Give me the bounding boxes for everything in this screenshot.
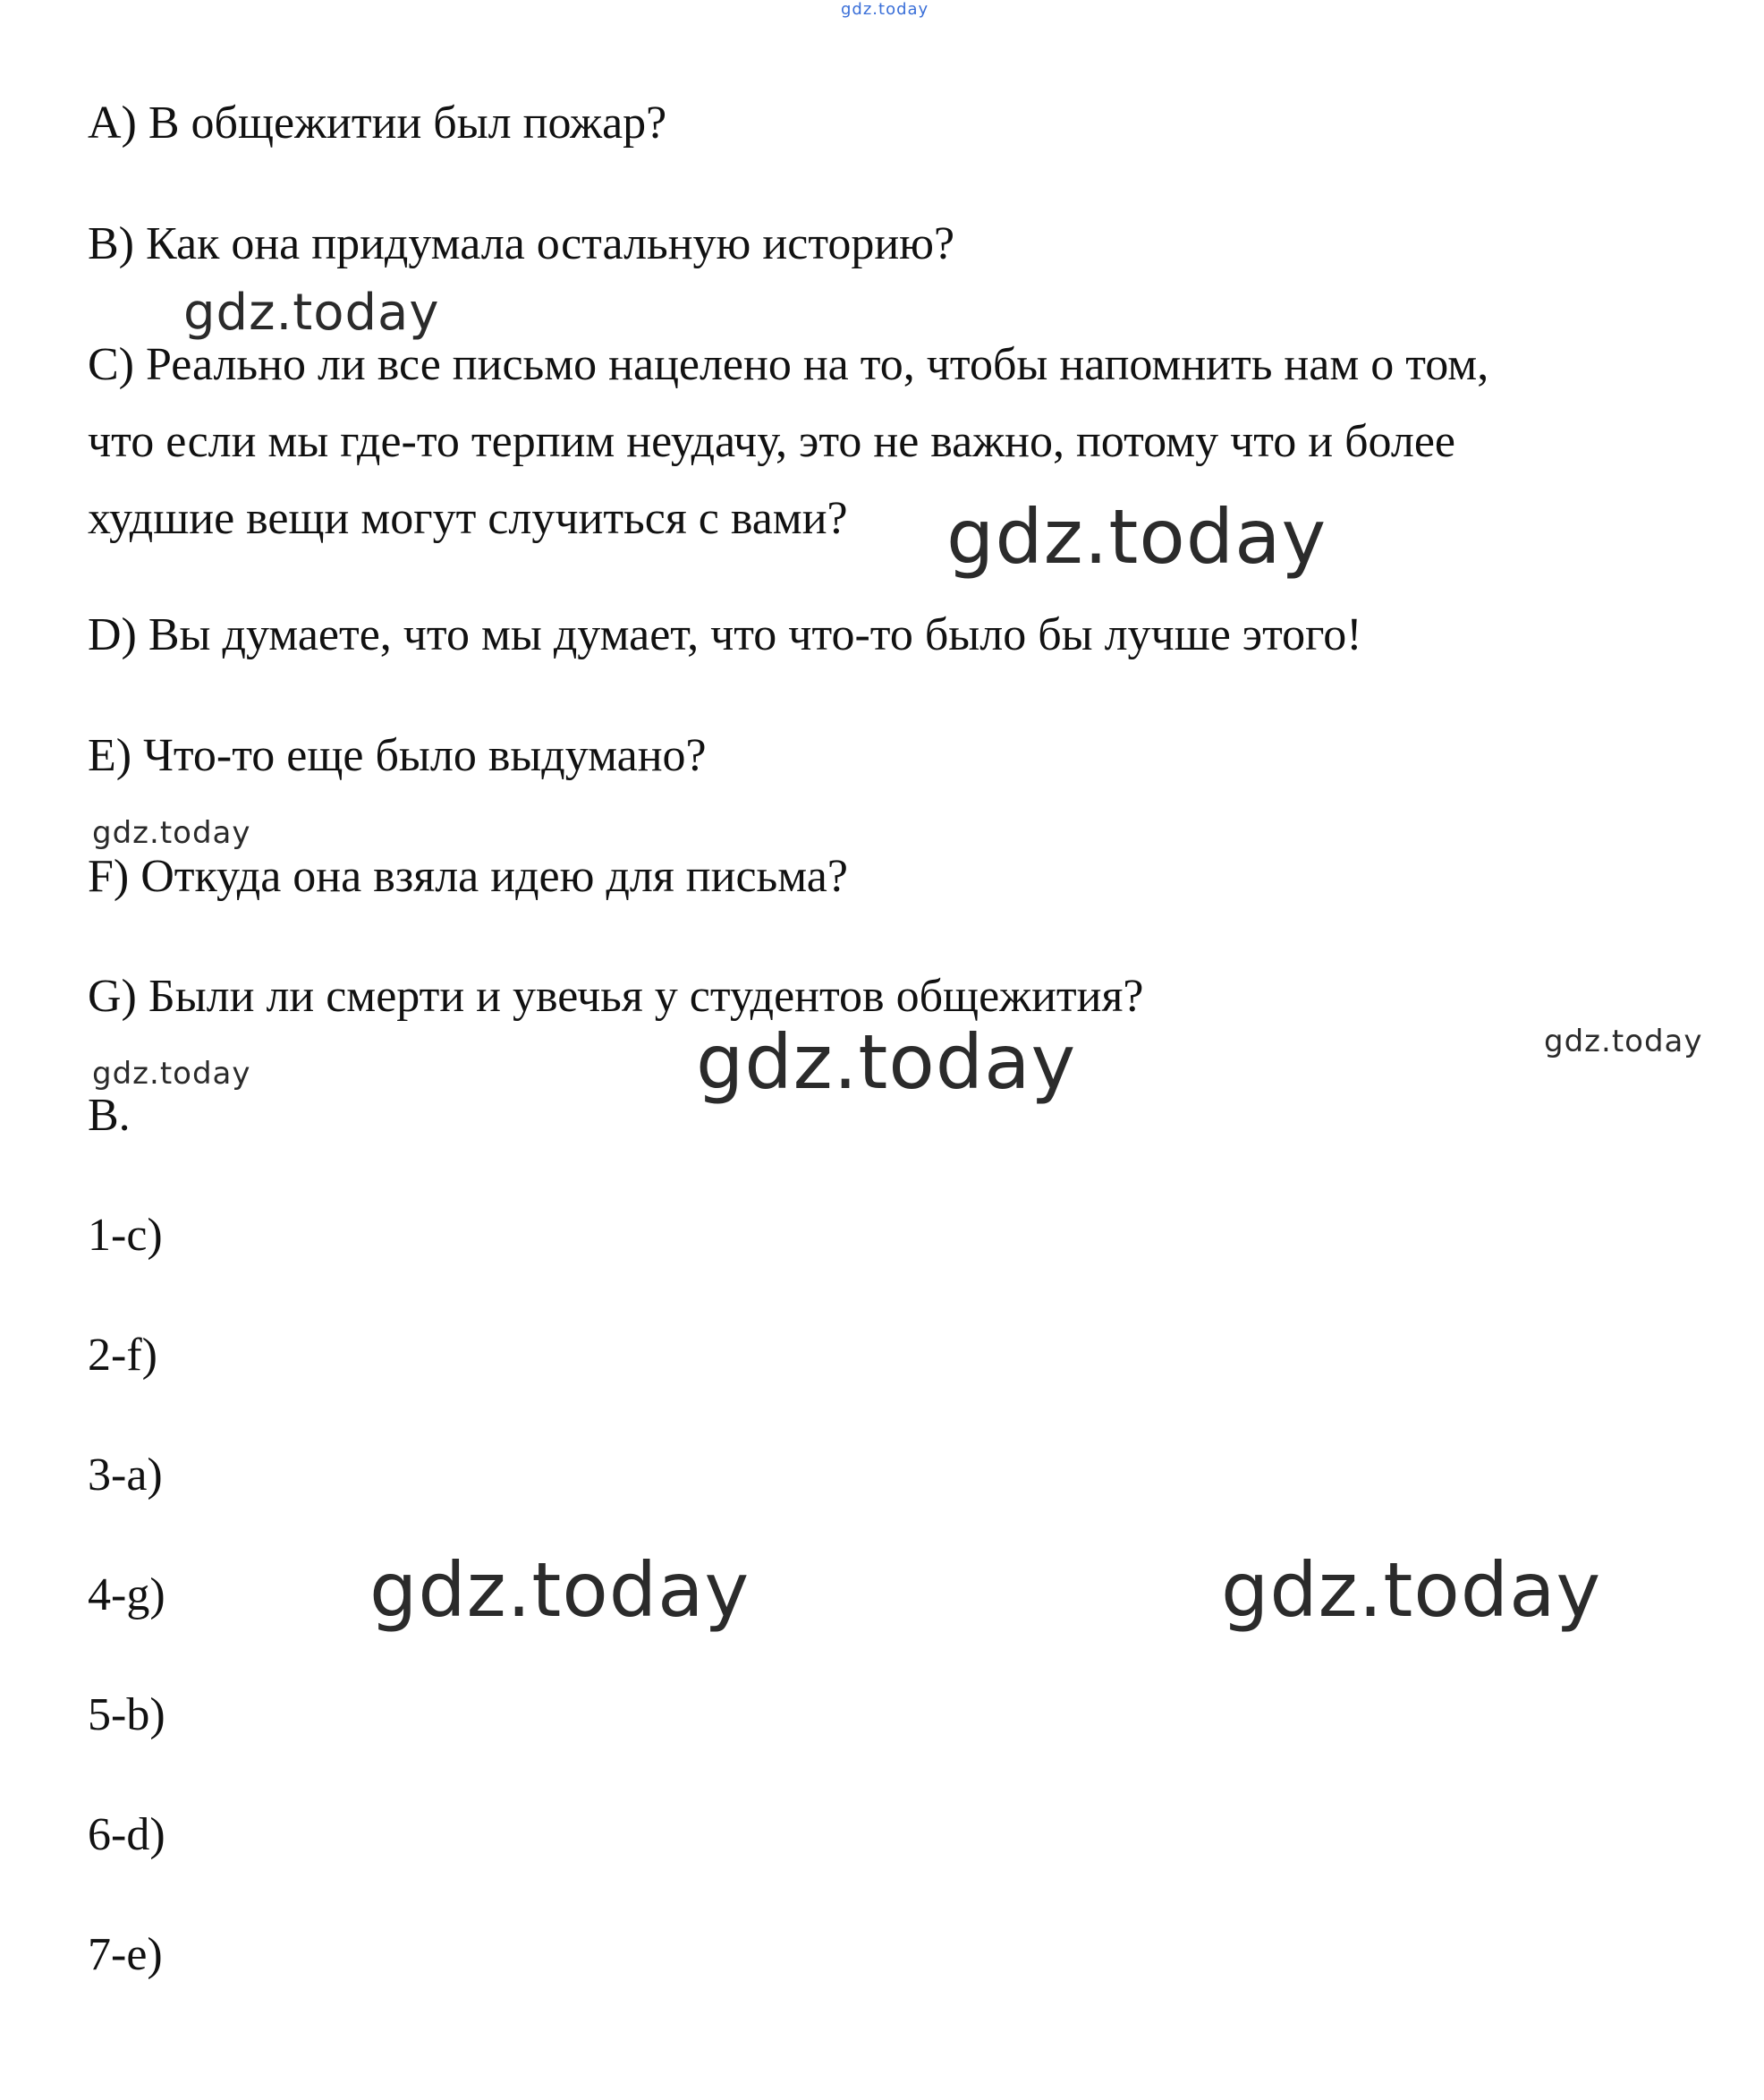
answer-item: 7-e): [88, 1929, 163, 1980]
answer-item: 3-a): [88, 1450, 163, 1501]
answer-item: 5-b): [88, 1689, 165, 1740]
answer-item: 2-f): [88, 1330, 157, 1381]
question-c-line-1: C) Реально ли все письмо нацелено на то, чтобы напомнить нам о том,: [88, 339, 1489, 390]
question-c-line-2: что если мы где-то терпим неудачу, это не важно, потому что и более: [88, 416, 1455, 467]
question-g: G) Были ли смерти и увечья у студентов общежития?: [88, 971, 1144, 1022]
answer-item: 4-g): [88, 1569, 165, 1620]
answer-item: 6-d): [88, 1809, 165, 1860]
watermark: gdz.today: [92, 1056, 251, 1092]
question-e: E) Что-то еще было выдумано?: [88, 730, 707, 781]
watermark: gdz.today: [369, 1546, 751, 1634]
question-c-line-3: худшие вещи могут случиться с вами?: [88, 493, 848, 544]
watermark: gdz.today: [183, 284, 440, 342]
watermark: gdz.today: [1544, 1024, 1703, 1059]
watermark: gdz.today: [1221, 1546, 1602, 1634]
watermark-top: gdz.today: [841, 0, 929, 19]
question-b: B) Как она придумала остальную историю?: [88, 218, 955, 269]
section-b-heading: B.: [88, 1090, 131, 1141]
question-a: A) В общежитии был пожар?: [88, 98, 667, 149]
watermark: gdz.today: [92, 815, 251, 851]
question-f: F) Откуда она взяла идею для письма?: [88, 851, 848, 902]
watermark: gdz.today: [946, 493, 1327, 581]
answer-item: 1-c): [88, 1210, 163, 1261]
question-d: D) Вы думаете, что мы думает, что что-то было бы лучше этого!: [88, 609, 1362, 660]
watermark: gdz.today: [696, 1018, 1077, 1106]
